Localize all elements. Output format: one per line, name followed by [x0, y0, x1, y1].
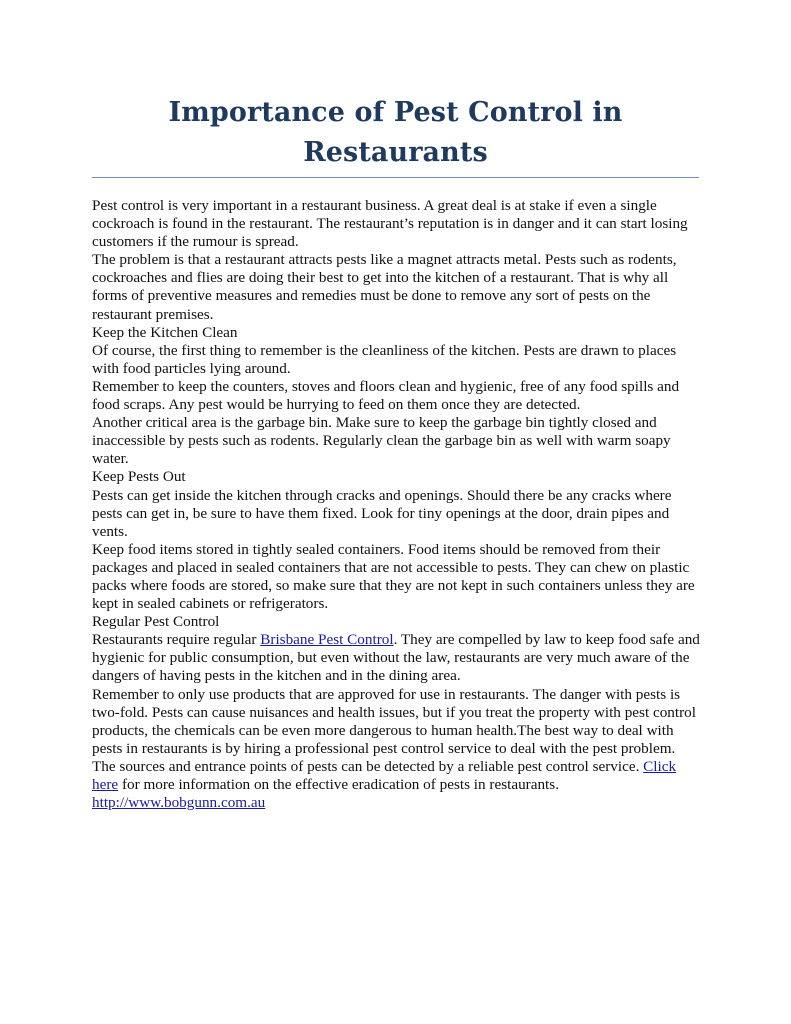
paragraph-approved-products-start: Remember to only use products that are approved for use in restaurants. The danger with pests is two-fold. Pests can cause nuisances and health issues, but if you treat the property with pest control products, the chemicals can be even more dangerous to human health.The best way to deal with pests in restaurants is by hiring a professional pest control service to deal with the pest problem. The sources and entrance points of pests can be detected by a reliable pest control service. — [92, 685, 696, 775]
heading-keep-pests-out: Keep Pests Out — [92, 468, 186, 486]
heading-regular-pest-control: Regular Pest Control — [92, 613, 220, 631]
paragraph-regular-control-end: . They are compelled by law to keep food safe and hygienic for public consumption, but even without the law, restaurants are very much aware of the dangers of having pests in the kitchen and in the dining area. — [92, 631, 700, 685]
paragraph-approved-products — [92, 686, 702, 795]
paragraph-problem: The problem is that a restaurant attracts pests like a magnet attracts metal. Pests such as rodents, cockroaches and flies are doing their best to get into the kitchen of a restaurant. That is why all forms of preventive measures and remedies must be done to remove any sort of pests on the restaurant premises. — [92, 251, 677, 323]
paragraph-sealed-containers: Keep food items stored in tightly sealed containers. Food items should be removed from their packages and placed in sealed containers that are not accessible to pests. They can chew on plastic packs where foods are stored, so make sure that they are not kept in such containers unless they are kept in sealed cabinets or refrigerators. — [92, 540, 695, 613]
website-url-line — [92, 794, 702, 812]
document-title: Importance of Pest Control in Restaurants — [168, 97, 623, 168]
paragraph-regular-control — [92, 631, 702, 685]
title-divider — [92, 177, 699, 178]
paragraph-cracks: Pests can get inside the kitchen through cracks and openings. Should there be any cracks where pests can get in, be sure to have them fixed. Look for tiny openings at the door, drain pipes and vents. — [92, 486, 672, 540]
paragraph-cleanliness: Of course, the first thing to remember is the cleanliness of the kitchen. Pests are drawn to places with food particles lying around. — [92, 341, 677, 377]
document-body — [92, 197, 702, 812]
paragraph-counters: Remember to keep the counters, stoves and floors clean and hygienic, free of any food spills and food scraps. Any pest would be hurrying to feed on them once they are detected. — [92, 377, 680, 414]
paragraph-intro: Pest control is very important in a restaurant business. A great deal is at stake if even a single cockroach is found in the restaurant. The restaurant’s reputation is in danger and it can start losing customers if the rumour is spread. — [92, 197, 688, 251]
click-here-link[interactable]: Click here — [92, 757, 677, 793]
paragraph-approved-products-end: for more information on the effective eradication of pests in restaurants. — [118, 776, 559, 793]
heading-keep-kitchen-clean: Keep the Kitchen Clean — [92, 323, 238, 341]
website-url-link[interactable]: http://www.bobgunn.com.au — [92, 794, 266, 812]
paragraph-regular-control-start: Restaurants require regular — [92, 631, 261, 649]
paragraph-garbage-bin: Another critical area is the garbage bin. Make sure to keep the garbage bin tightly closed and inaccessible by pests such as rodents. Regularly clean the garbage bin as well with warm soapy water. — [92, 414, 671, 468]
brisbane-pest-control-link[interactable]: Brisbane Pest Control — [260, 631, 394, 649]
